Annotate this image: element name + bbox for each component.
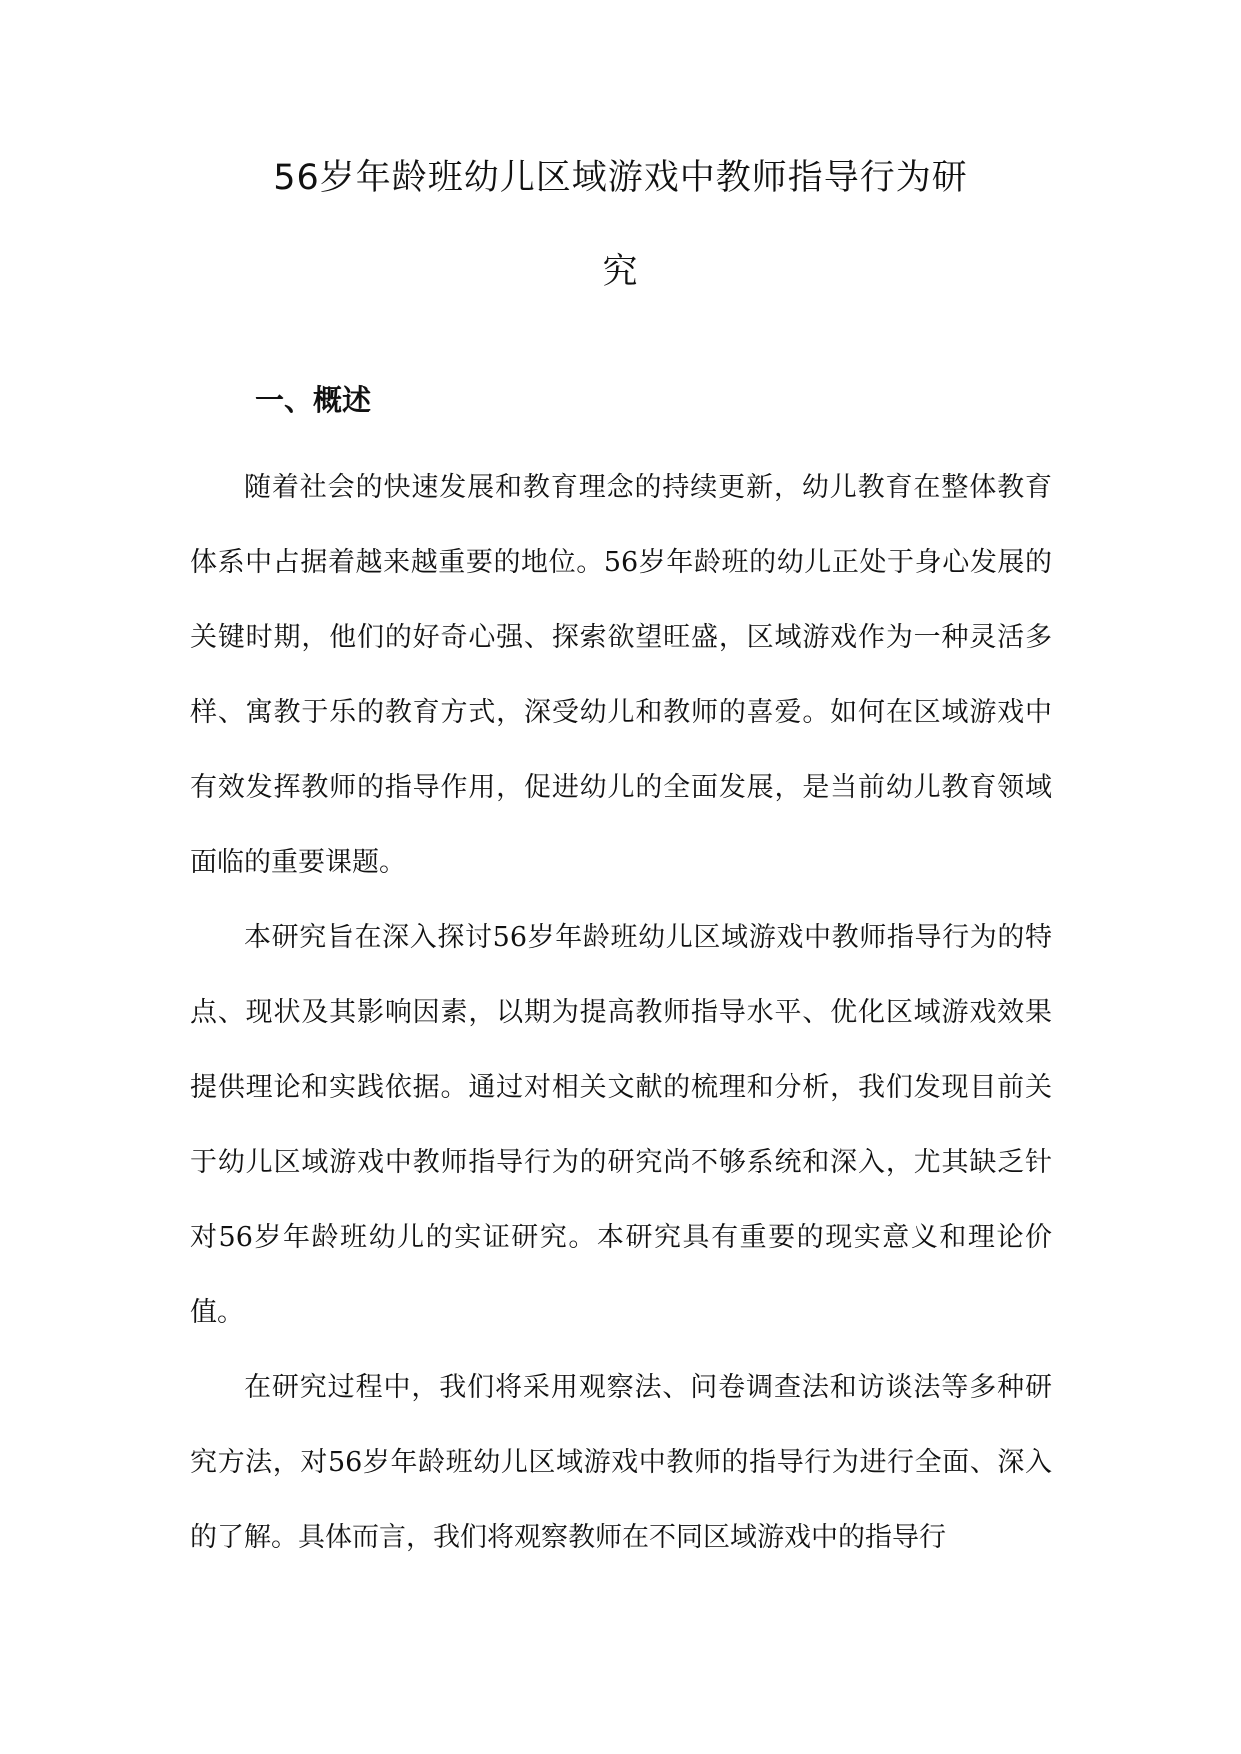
document-title-line-1: 56岁年龄班幼儿区域游戏中教师指导行为研 [273,158,968,198]
section-heading: 一、概述 [255,383,372,417]
document-title-line-2: 究 [602,252,639,292]
body-paragraph-1: 随着社会的快速发展和教育理念的持续更新，幼儿教育在整体教育体系中占据着越来越重要的地位。56岁年龄班的幼儿正处于身心发展的关键时期，他们的好奇心强、探索欲望旺盛，区域游戏作为一种灵活多样、寓教于乐的教育方式，深受幼儿和教师的喜爱。如何在区域游戏中有效发挥教师的指导作用，促进幼儿的全面发展，是当前幼儿教育领域面临的重要课题。 [190,472,1052,878]
body-paragraph-2: 本研究旨在深入探讨56岁年龄班幼儿区域游戏中教师指导行为的特点、现状及其影响因素，以期为提高教师指导水平、优化区域游戏效果提供理论和实践依据。通过对相关文献的梳理和分析，我们发现目前关于幼儿区域游戏中教师指导行为的研究尚不够系统和深入，尤其缺乏针对56岁年龄班幼儿的实证研究。本研究具有重要的现实意义和理论价值。 [190,922,1052,1328]
body-paragraph-3: 在研究过程中，我们将采用观察法、问卷调查法和访谈法等多种研究方法，对56岁年龄班幼儿区域游戏中教师的指导行为进行全面、深入的了解。具体而言，我们将观察教师在不同区域游戏中的指导行 [190,1372,1052,1553]
